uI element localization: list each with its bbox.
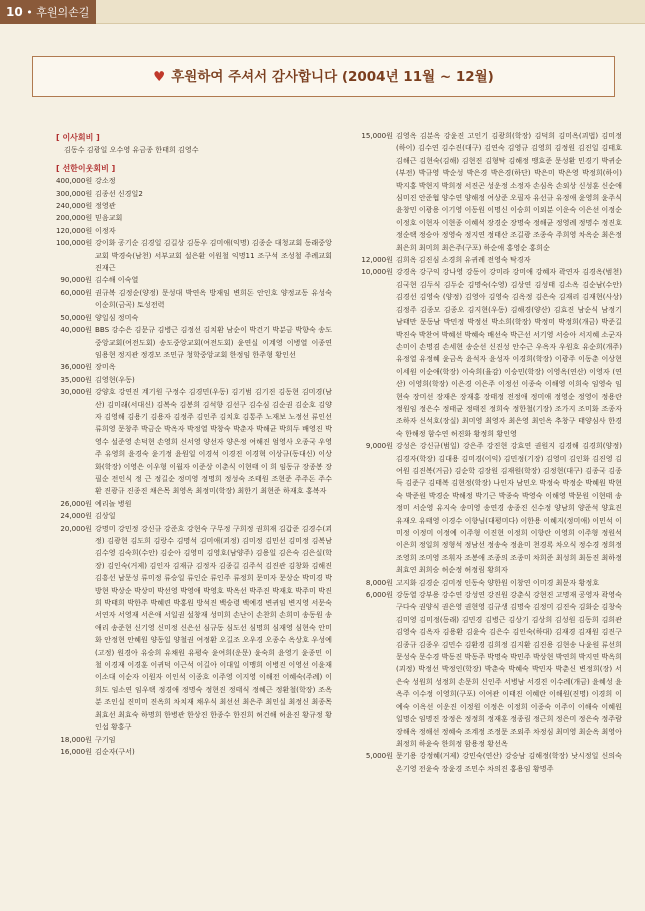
donation-entry: [357, 440, 622, 576]
donation-entry: [56, 374, 332, 386]
donation-entry: [56, 200, 332, 212]
donation-entry: [357, 254, 622, 266]
donation-amount: 20,000원: [60, 523, 92, 533]
donation-amount: 15,000원: [361, 131, 393, 140]
donation-entry: [56, 386, 332, 498]
donation-amount: 8,000원: [365, 577, 393, 587]
left-column: [56, 130, 332, 758]
donor-names: 권규복 김정순(양정) 문성대 박연옥 방재임 변희돈 안인호 양정교동 유성숙 이순희(금곡) 토성전력: [95, 287, 332, 310]
donation-entry: [357, 589, 622, 750]
donation-entry: [357, 266, 622, 440]
donation-amount: 30,000원: [60, 387, 92, 397]
donation-entry: [357, 130, 622, 254]
donor-names: 김종선 신경일2: [95, 188, 143, 198]
page-title: [33, 57, 614, 96]
donation-entry: [56, 287, 332, 312]
donation-entry: [357, 750, 622, 775]
section-title-neighbors: [ 선한이웃회비 ]: [56, 163, 116, 173]
donation-entry: [56, 523, 332, 734]
donor-names: 고지화 김경순 김미정 인동숙 양한원 이창연 이미경 최문자 황정호: [396, 577, 600, 587]
donor-names: BBS 강수은 김문규 김병근 김정선 김치환 남순이 박건기 박분금 박향숙 송도중앙교회(여전도회) 송도중앙교회(여전도회) 윤연실 이계영 이병열 이종연 임용현 정지관 정경모 조민규 청학중앙교회 한정임 한주형 황인선: [95, 325, 332, 359]
board-members-list: 김동수 김광일 오수영 유금종 한태희 김영수: [64, 145, 199, 155]
donation-amount: 100,000원: [56, 238, 93, 248]
donation-entry: [56, 312, 332, 324]
title-banner: [32, 56, 615, 97]
donation-amount: 120,000원: [56, 225, 93, 235]
page-header-tab: [0, 0, 96, 24]
donor-names: 김영옥 김분옥 강윤진 고인기 김광희(학장) 김덕희 김미옥(괴법) 김미정(하이) 김수연 김수진(대구) 김연숙 김영규 김영희 김정원 김진일 김태호 김해근 김현숙(김해) 김현진 김형탁 김해정 맹효준 문성환 민경기 박귀순(부전) 박규영 박순성 박은경 박은경(하단) 박은미 박은영 박정희(하이) 박지홍 박현지 박희정 서진곤 성운정 소정자 손심옥 손외상 신성훈 신순애 심미진 안준협 양수연 양해정 여상준 오필자 유선규 유정애 윤영희 윤주식 윤창민 이광용 이기영 이동원 이명신 이승희 이외분 이운숙 이은선 이정순 이정호 이현자 이현종 이혜석 장경순 장명숙 정해균 정영례 정명수 정진호 정순택 정승아 정영숙 정지연 정태산 조길광 조종숙 주희영 차옥순 최은정 최은희 최미희 최은주(구포) 하순애 홍영순 홍희순: [396, 131, 622, 252]
donation-entry: [56, 175, 332, 187]
donor-names: 강경옥 강구익 강나영 강동이 강미라 강미애 강혜자 곽연자 김경옥(범천) 김국현 김두식 김두순 김명숙(수영) 김상연 김성태 김소옥 김순남(수안) 김경선 김영숙 (양정) 김영아 김영숙 김옥정 김은숙 김재리 김재현(사상) 김정주 김종모 김종오 김지현(우동) 김해경(양산) 김효진 남순식 남정기 남태만 문동남 박민정 박정선 박소희(학장) 박정미 박정희(개금) 박준길 박진숙 박찬여 박혜선 박혜숙 배선숙 박근선 서기영 서승아 서지혜 소군자 손미이 손명겸 손세현 송순선 신진성 안수근 우옥자 우원호 유순희(개주) 유정열 유정혜 윤금옥 윤석자 윤성자 이경희(학장) 이광주 이동춘 이상현 이세원 이순애(학장) 이숙희(율감) 이승민(학장) 이영옥(연산) 이영자 (연산) 이영희(학장) 이은경 이은주 이정선 이종숙 이해영 이희숙 임영숙 임현숙 장미선 장재은 장재홍 장태정 전정애 정미애 정영순 정영이 정용란 정원임 정은수 정태균 정태진 정희숙 정한철(기장) 조가지 조미화 조종자 조하자 신석호(장실) 최미영 최영자 최은영 최인옥 추창구 태양심사 한경숙 한해정 함수연 허진화 황정희 황인영: [396, 267, 622, 438]
donation-entry: [56, 188, 332, 200]
donation-amount: 10,000원: [361, 267, 393, 277]
donor-names: 양일심 정미숙: [95, 312, 139, 322]
donor-names: 강명미 강민정 강신규 강준호 강현숙 구무정 구희정 권희재 김갑준 김경수(괴정) 김광현 김도희 김랑수 김명석 김미애(괴정) 김미정 김민선 김미정 김복남 김수영 김숙희(수안) 김순아 김영미 김영호(남양주) 김용일 김은숙 김은실(학장) 김인숙(거제) 김인자 김재규 김정자 김종길 김주석 김진관 김창화 김해진 김흥선 남문성 류미정 류승일 류인순 류인주 류정희 문미자 문상순 박미경 박방현 박상순 박상미 박선영 박영애 박영호 박옥선 박주진 박재호 박주미 박진희 박태희 박한주 박혜련 박홍원 방석진 백승령 백예경 변귀임 변지영 서문숙 서연자 서영재 서은애 서일권 설창재 성미희 손난이 손찬희 손희미 송동원 송애리 송준현 신기영 신미정 신은선 심규동 심도선 심명희 심재영 심현숙 안미화 안정현 안혜원 양동일 양철권 여정환 오길조 오우경 오종수 옥상호 우성예(고정) 원경아 유승희 유채원 유평숙 윤여희(운문) 윤숙희 윤영기 윤종민 이 철 이경재 이경훈 이귀덕 이근석 이길아 이대일 이맹희 이병진 이영선 이윤재 이소대 이순자 이원자 이인석 이종호 이주영 이지영 이해전 이혜숙(주례) 이희도 임소연 임우택 정경애 정명숙 정현진 정태식 정혜근 정환철(학장) 조옥분 조인실 진미미 진옥희 차치재 채우식 최선선 최은주 최인실 최정신 최종목 최효선 최효숙 하명희 한병관 한상진 한종수 한진희 허건해 허윤진 황규정 황인섭 황홍구: [95, 523, 332, 732]
donation-amount: 35,000원: [60, 374, 92, 384]
donation-entry: [56, 510, 332, 522]
donation-entry: [56, 212, 332, 224]
donation-entry: [56, 274, 332, 286]
section-title-board: [ 이사회비 ]: [56, 133, 100, 142]
donation-amount: 60,000원: [60, 287, 92, 297]
donor-names: 김영현(우동): [95, 374, 135, 384]
donation-amount: 36,000원: [60, 362, 92, 372]
donor-names: 정영관: [95, 201, 116, 211]
donor-names: 김희옥 김진심 소경희 유귀례 전영숙 탁경자: [396, 255, 531, 265]
donor-names: 강소정: [95, 176, 116, 186]
donor-names: 장미옥: [95, 362, 116, 372]
donor-names: 김수해 이숙열: [95, 275, 139, 285]
page-number: 10: [6, 5, 23, 19]
section-name: 후원의손길: [36, 6, 90, 19]
donation-entry: [56, 746, 332, 758]
donor-names: 구기임: [95, 734, 116, 744]
donation-amount: 240,000원: [56, 201, 93, 211]
donation-amount: 300,000원: [56, 188, 93, 198]
donation-amount: 90,000원: [60, 275, 92, 285]
donation-amount: 5,000원: [365, 751, 393, 761]
donation-amount: 6,000원: [365, 590, 393, 600]
donor-names: 이정자: [95, 225, 116, 235]
top-bar: [0, 0, 645, 24]
donation-amount: 50,000원: [60, 312, 92, 322]
donation-amount: 9,000원: [365, 441, 393, 451]
right-entries-list: [357, 130, 622, 775]
donation-entry: [56, 225, 332, 237]
donation-amount: 12,000원: [361, 255, 393, 265]
donation-amount: 24,000원: [60, 511, 92, 521]
donor-names: 믿음교회: [95, 213, 123, 223]
donation-entry: [56, 361, 332, 373]
left-entries-list: [56, 175, 332, 758]
donation-amount: 400,000원: [56, 176, 93, 186]
donation-amount: 40,000원: [60, 325, 92, 335]
donor-names: 예리놀 병원: [95, 498, 132, 508]
donation-entry: [56, 498, 332, 510]
right-column: [357, 130, 622, 775]
donor-names: 강이화 공기순 김경일 김길상 김동우 김미애(익명) 김종순 대청교회 동래중앙교회 박경숙(남천) 서부교회 설은환 이원철 익명11 조구석 조성철 주례교회 진재근: [95, 238, 332, 273]
donor-names: 문기용 강정혜(거제) 강민숙(연산) 강승남 김해정(학장) 낫시정일 신의숙 온기영 전윤숙 장윤경 조민수 차의진 홍용임 황명주: [396, 751, 622, 773]
donation-amount: 18,000원: [60, 734, 92, 744]
donation-amount: 200,000원: [56, 213, 93, 223]
donor-names: 김상일: [95, 511, 116, 521]
donor-names: 강동열 강부용 강수연 강성연 강진원 강춘식 강현진 고명재 공영자 곽영숙 구다숙 권양식 권은영 권현영 김규생 김명숙 김정미 김진숙 김화순 김창숙 김미영 김미정(동래) 김민경 김병근 김상기 김상희 김성원 김동희 김희관 김영숙 김옥자 김용환 김윤숙 김은수 김인숙(하대) 김재경 김재원 김진구 김종규 김종우 김민수 김환경 김희정 김지환 김진용 김현송 나윤원 류선희 문성숙 문수경 박동진 박동주 박명숙 박민주 박상현 박연희 박지연 박옥희(괴정) 박정선 박정인(학장) 박춘숙 박혜숙 박민자 박춘신 변정희(장) 서은숙 성원희 성정희 손문희 신인주 서병남 서경진 이수례(개금) 윤혜성 윤옥주 이수정 이영희(구포) 이여관 이태진 이혜란 이해원(진명) 이경희 이예숙 이옥선 이운진 이정원 이정은 이정희 이종숙 이주이 이해숙 이혜원 일명순 임명진 장정은 정정희 정재훈 정종림 정근희 정은미 정은숙 정주람 장해옥 정해선 정혜숙 조계정 조정문 조외주 차정심 최미영 최순옥 최영아 최정희 하윤숙 한희정 함용정 황선옥: [396, 590, 622, 748]
donor-names: 강성은 강신규(범일) 강은주 강진현 강효연 권원지 김경해 김경희(양정) 김경자(학장) 김대용 김미경(이익) 김민정(기장) 김영미 김인화 김진영 김여원 김진복(거금) 김순학 김장원 김재원(학장) 김정현(대구) 김종국 김종득 김준구 김태복 김현정(학장) 나인자 남민오 박정숙 박정순 박혜원 박현숙 박준원 박경순 박해정 박기근 박종숙 박영숙 이해영 박문원 이현태 송정미 서순영 유지숙 송미영 송연경 송종진 신수정 양남희 양준석 양효진 유재오 유태영 이경수 이향님(대평미다) 이한용 이혜지(정미애) 이민석 이미정 이정미 이정예 이주형 이진현 이정희 이향란 이영희 이주형 정원석 이은희 정일희 정형석 정남선 정송숙 정윤미 천경록 차오식 정수경 정희정 조영희 조미영 조휘자 조봉애 조종의 조종미 차희준 최성희 최동진 최하정 최효연 최희승 허순정 허정림 황희자: [396, 441, 622, 575]
donation-amount: 26,000원: [60, 498, 92, 508]
donation-entry: [357, 577, 622, 589]
donation-amount: 16,000원: [60, 746, 92, 756]
donor-names: 강양호 강연진 계기원 구정수 김경민(우동) 김기범 김기진 김동현 김미경(남산) 김미래(서대신) 김복숙 김봉희 김석향 김선구 김수심 김순권 김순호 김양자 김영해 김용기 김용자 김정주 김인주 김치호 김통주 노재보 노정선 류인선 류희영 문창주 박금순 박옥자 박정열 박창숙 박춘자 박해균 박희두 배영진 박영수 설준영 손덕현 손영희 신서영 양선자 양은정 여해진 엄영사 오종국 우영주 유영희 윤경숙 윤기정 윤원일 이경석 이경진 이경혁 이상규(동대신) 이상화(학장) 이영은 이우형 이월자 이준상 이춘식 이현태 이 희 임동규 장종봉 장필순 전인식 정 근 정길순 정미영 정명희 정성숙 조태원 조현준 주주돈 주수환 진광규 진종진 채은목 최영옥 최정미(학장) 최한기 최현준 하재호 홍복자: [95, 387, 332, 496]
donation-entry: [56, 237, 332, 274]
page-title-text: 후원하여 주셔서 감사합니다 (2004년 11월 ~ 12월): [171, 69, 494, 85]
header-bullet: •: [26, 6, 37, 19]
donation-entry: [56, 734, 332, 746]
heart-icon: ♥: [153, 69, 166, 85]
donor-names: 김순자(구서): [95, 746, 135, 756]
donation-entry: [56, 324, 332, 361]
